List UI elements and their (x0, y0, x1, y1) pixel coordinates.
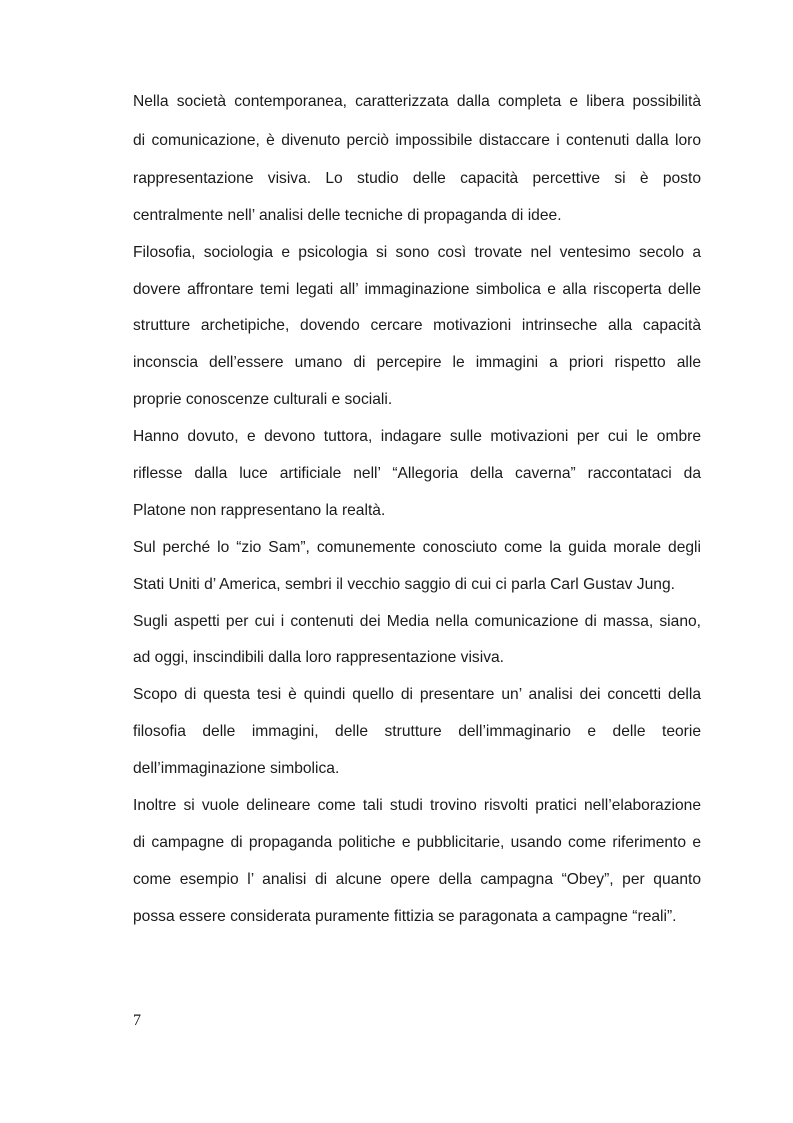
text-line: inconscia dell’essere umano di percepire le immagini a priori rispetto alle (133, 354, 701, 371)
text-line: rappresentazione visiva. Lo studio delle capacità percettive si è posto (133, 170, 701, 187)
text-line: Nella società contemporanea, caratterizzata dalla completa e libera possibilità (133, 93, 701, 110)
text-line: Sul perché lo “zio Sam”, comunemente conosciuto come la guida morale degli (133, 539, 701, 556)
text-line: Platone non rappresentano la realtà. (133, 502, 386, 519)
text-line: Stati Uniti d’ America, sembri il vecchio saggio di cui ci parla Carl Gustav Jung. (133, 576, 675, 593)
page-number: 7 (133, 1012, 141, 1029)
text-line: riflesse dalla luce artificiale nell’ “Allegoria della caverna” raccontataci da (133, 465, 701, 482)
text-line: Hanno dovuto, e devono tuttora, indagare sulle motivazioni per cui le ombre (133, 428, 701, 445)
text-line: dell’immaginazione simbolica. (133, 760, 340, 777)
text-line: di comunicazione, è divenuto perciò impossibile distaccare i contenuti dalla loro (133, 132, 701, 149)
text-line: centralmente nell’ analisi delle tecniche di propaganda di idee. (133, 207, 562, 224)
text-line: filosofia delle immagini, delle strutture dell’immaginario e delle teorie (133, 723, 701, 740)
text-line: proprie conoscenze culturali e sociali. (133, 391, 393, 408)
text-line: Filosofia, sociologia e psicologia si sono così trovate nel ventesimo secolo a (133, 244, 701, 261)
text-line: dovere affrontare temi legati all’ immaginazione simbolica e alla riscoperta delle (133, 281, 701, 298)
text-line: possa essere considerata puramente fittizia se paragonata a campagne “reali”. (133, 908, 677, 925)
text-line: strutture archetipiche, dovendo cercare motivazioni intrinseche alla capacità (133, 317, 701, 334)
text-line: ad oggi, inscindibili dalla loro rappresentazione visiva. (133, 649, 504, 666)
text-line: di campagne di propaganda politiche e pubblicitarie, usando come riferimento e (133, 834, 701, 851)
text-line: come esempio l’ analisi di alcune opere della campagna “Obey”, per quanto (133, 871, 701, 888)
text-line: Sugli aspetti per cui i contenuti dei Media nella comunicazione di massa, siano, (133, 613, 701, 630)
text-line: Scopo di questa tesi è quindi quello di presentare un’ analisi dei concetti della (133, 686, 701, 703)
text-line: Inoltre si vuole delineare come tali studi trovino risvolti pratici nell’elaborazione (133, 797, 701, 814)
